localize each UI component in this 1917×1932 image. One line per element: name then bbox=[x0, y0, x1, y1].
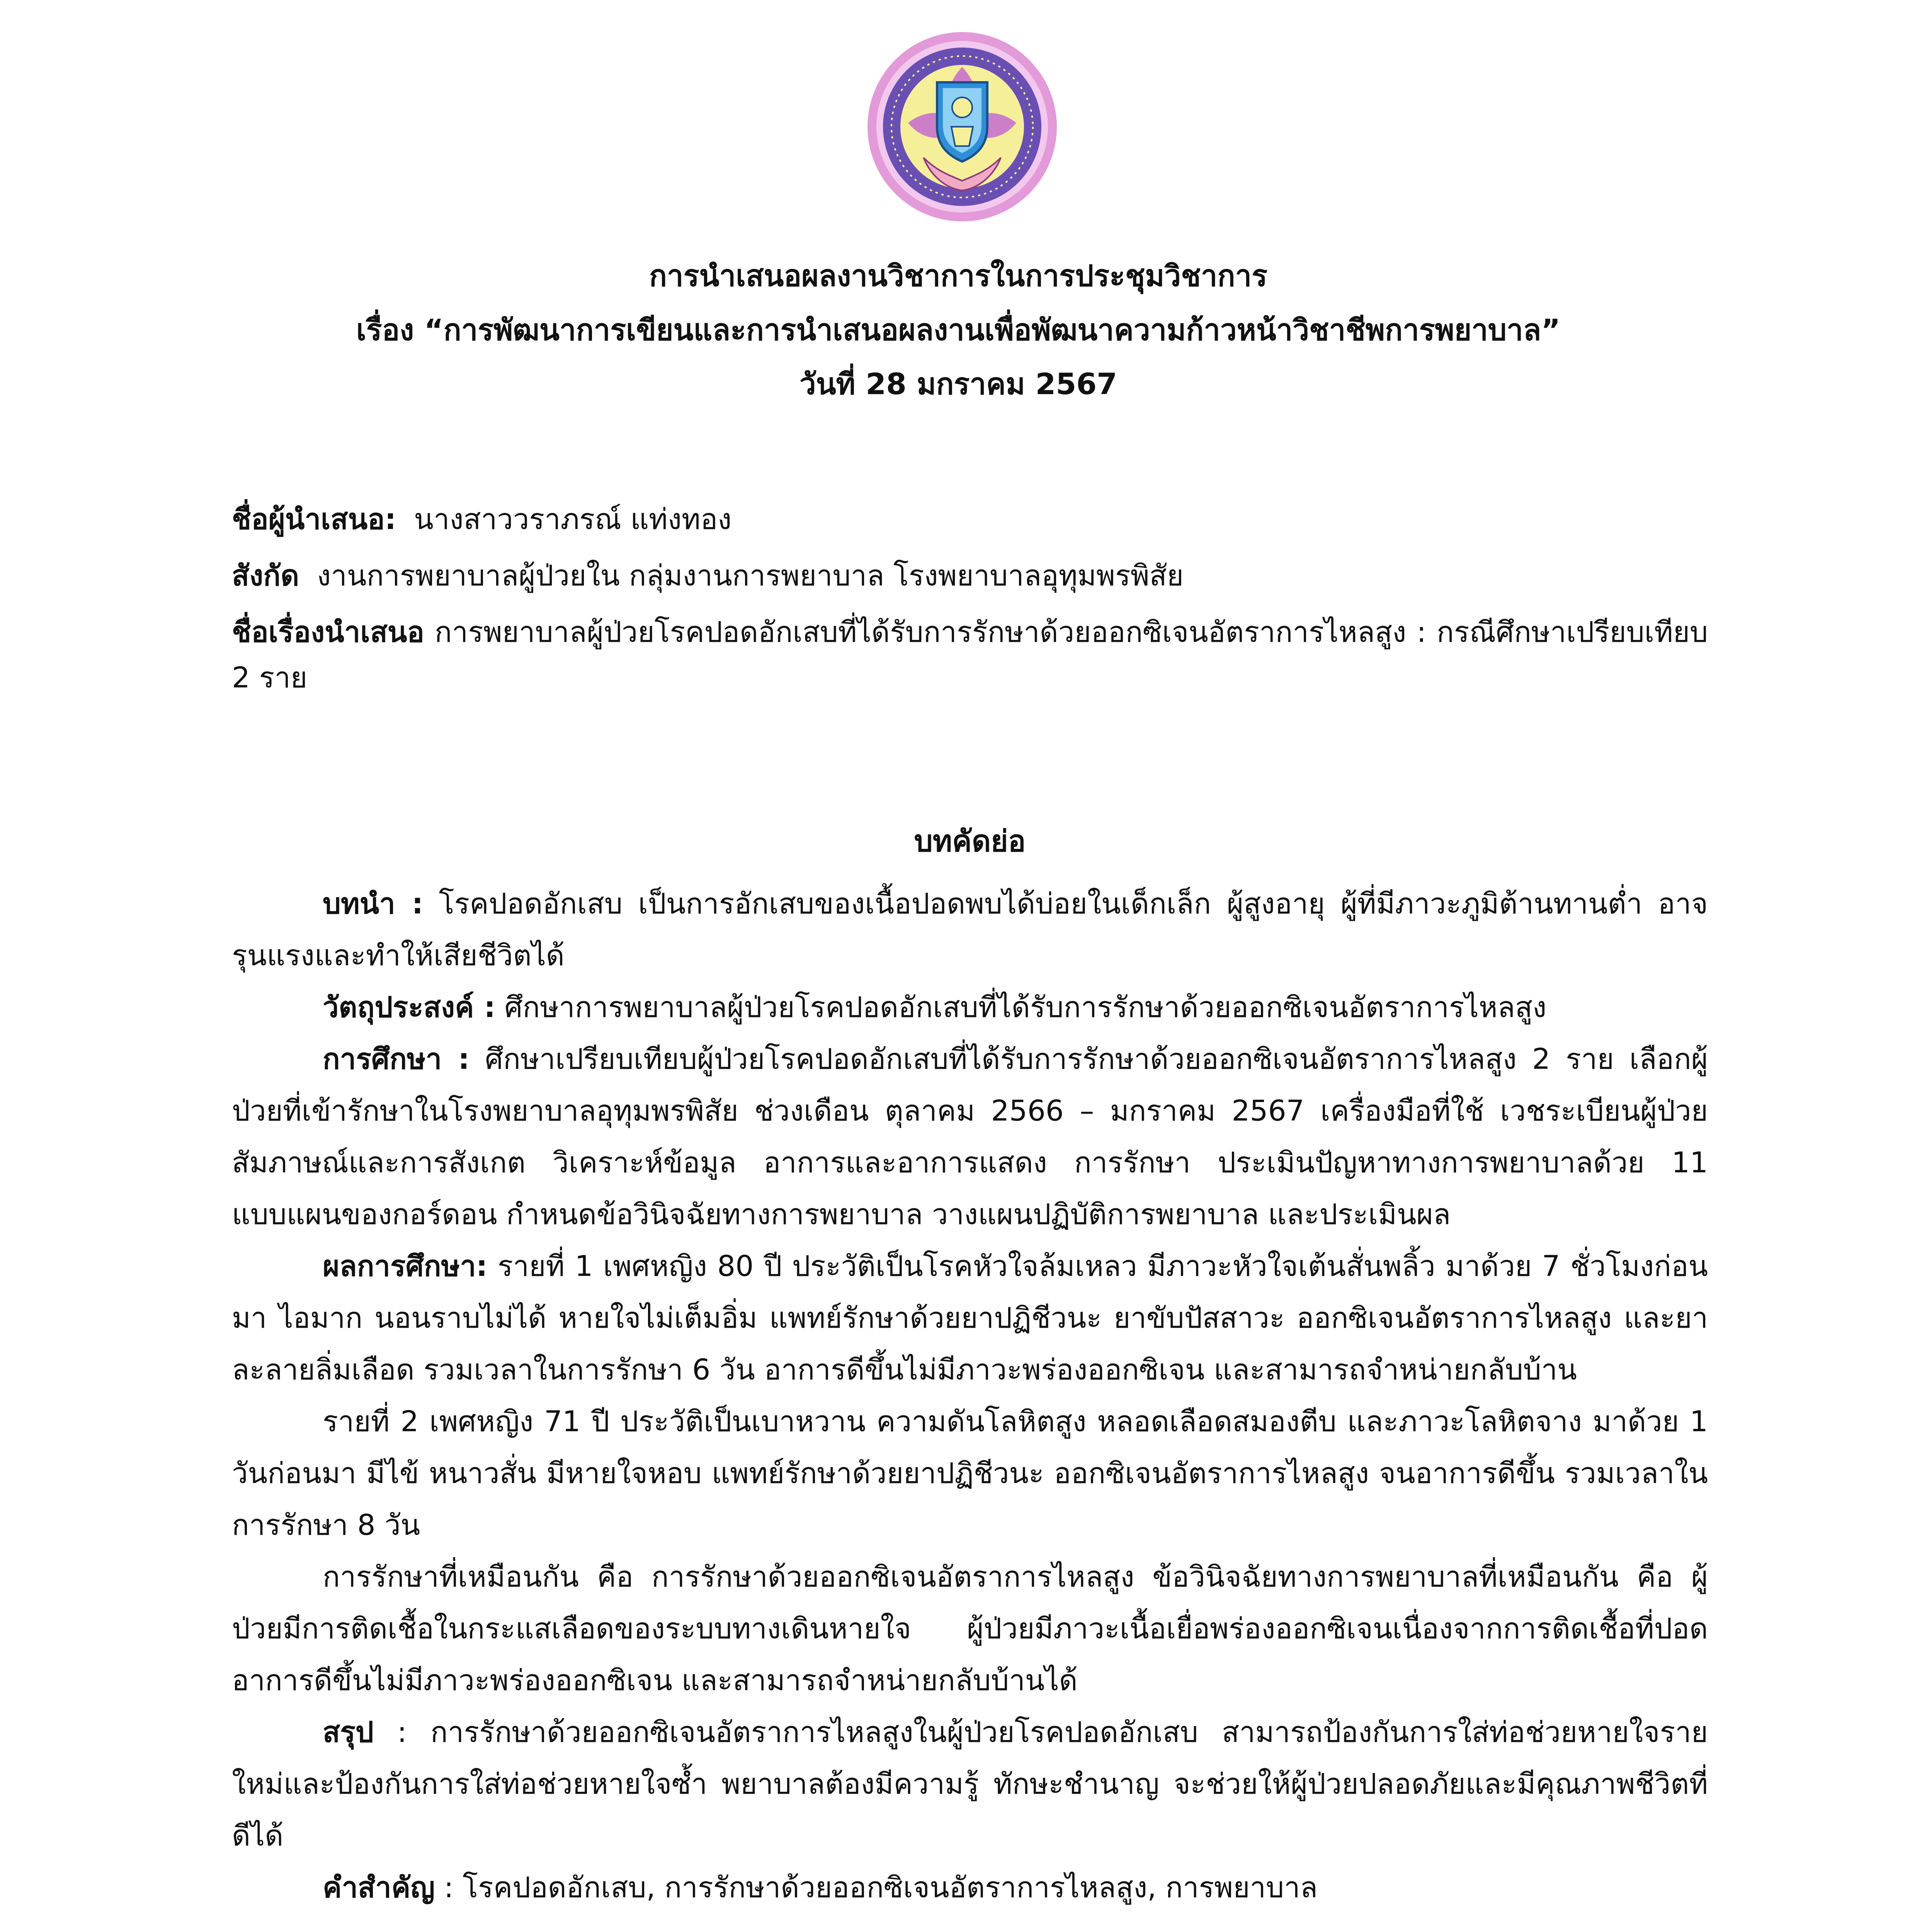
objective-text: ศึกษาการพยาบาลผู้ป่วยโรคปอดอักเสบที่ได้รับการรักษาด้วยออกซิเจนอัตราการไหลสูง bbox=[495, 991, 1547, 1024]
abstract-body bbox=[232, 878, 1708, 1913]
abstract-case2-paragraph: รายที่ 2 เพศหญิง 71 ปี ประวัติเป็นเบาหวาน ความดันโลหิตสูง หลอดเลือดสมองตีบ และภาวะโลหิตจาง มาด้วย 1 วันก่อนมา มีไข้ หนาวสั่น มีหายใจหอบ แพทย์รักษาด้วยยาปฏิชีวนะ ออกซิเจนอัตราการไหลสูง จนอาการดีขึ้น รวมเวลาในการรักษา 8 วัน bbox=[232, 1405, 1708, 1542]
abstract-objective-paragraph bbox=[232, 981, 1708, 1033]
result-label: ผลการศึกษา: bbox=[323, 1250, 488, 1283]
presenter-name-value: นางสาววราภรณ์ แท่งทอง bbox=[414, 503, 732, 536]
presentation-title-row bbox=[232, 609, 1708, 701]
intro-label: บทนำ : bbox=[323, 887, 424, 920]
header-line-date: วันที่ 28 มกราคม 2567 bbox=[799, 367, 1117, 401]
abstract-heading: บทคัดย่อ bbox=[914, 824, 1026, 858]
college-seal-icon bbox=[866, 30, 1059, 223]
abstract-study-paragraph bbox=[232, 1033, 1708, 1240]
study-text: ศึกษาเปรียบเทียบผู้ป่วยโรคปอดอักเสบที่ได้รับการรักษาด้วยออกซิเจนอัตราการไหลสูง 2 ราย เลือกผู้ป่วยที่เข้ารักษาในโรงพยาบาลอุทุมพรพิสัย ช่วงเดือน ตุลาคม 2566 – มกราคม 2567 เครื่องมือที่ใช้ เวชระเบียนผู้ป่วย สัมภาษณ์และการสังเกต วิเคราะห์ข้อมูล อาการและอาการแสดง การรักษา ประเมินปัญหาทางการพยาบาลด้วย 11 แบบแผนของกอร์ดอน กำหนดข้อวินิจฉัยทางการพยาบาล วางแผนปฏิบัติการพยาบาล และประเมินผล bbox=[232, 1043, 1708, 1231]
affiliation-value: งานการพยาบาลผู้ป่วยใน กลุ่มงานการพยาบาล โรงพยาบาลอุทุมพรพิสัย bbox=[317, 559, 1184, 592]
presenter-info bbox=[232, 497, 1708, 711]
keywords-text: : โรคปอดอักเสบ, การรักษาด้วยออกซิเจนอัตราการไหลสูง, การพยาบาล bbox=[435, 1871, 1318, 1904]
study-label: การศึกษา : bbox=[323, 1043, 470, 1076]
abstract-intro-paragraph bbox=[232, 878, 1708, 981]
abstract-result-paragraph bbox=[232, 1240, 1708, 1396]
header-line-conference: การนำเสนอผลงานวิชาการในการประชุมวิชาการ bbox=[649, 259, 1267, 293]
affiliation-row bbox=[232, 553, 1708, 599]
presentation-title-value: การพยาบาลผู้ป่วยโรคปอดอักเสบที่ได้รับการรักษาด้วยออกซิเจนอัตราการไหลสูง : กรณีศึกษาเปรียบเทียบ 2 ราย bbox=[232, 616, 1708, 694]
header-line-topic: เรื่อง “การพัฒนาการเขียนและการนำเสนอผลงานเพื่อพัฒนาความก้าวหน้าวิชาชีพการพยาบาล” bbox=[356, 313, 1561, 347]
presenter-name-row bbox=[232, 497, 1708, 542]
abstract-keywords-paragraph bbox=[232, 1862, 1708, 1913]
presentation-title-label: ชื่อเรื่องนำเสนอ bbox=[232, 616, 424, 649]
intro-text: โรคปอดอักเสบ เป็นการอักเสบของเนื้อปอดพบได้บ่อยในเด็กเล็ก ผู้สูงอายุ ผู้ที่มีภาวะภูมิต้านทานต่ำ อาจรุนแรงและทำให้เสียชีวิตได้ bbox=[232, 887, 1708, 972]
presenter-name-label: ชื่อผู้นำเสนอ: bbox=[232, 503, 396, 536]
summary-label: สรุป bbox=[323, 1716, 374, 1749]
result-text: รายที่ 1 เพศหญิง 80 ปี ประวัติเป็นโรคหัวใจล้มเหลว มีภาวะหัวใจเต้นสั่นพลิ้ว มาด้วย 7 ชั่วโมงก่อนมา ไอมาก นอนราบไม่ได้ หายใจไม่เต็มอิ่ม แพทย์รักษาด้วยยาปฏิชีวนะ ยาขับปัสสาวะ ออกซิเจนอัตราการไหลสูง และยาละลายลิ่มเลือด รวมเวลาในการรักษา 6 วัน อาการดีขึ้นไม่มีภาวะพร่องออกซิเจน และสามารถจำหน่ายกลับบ้าน bbox=[232, 1250, 1708, 1386]
objective-label: วัตถุประสงค์ : bbox=[323, 991, 496, 1024]
keywords-label: คำสำคัญ bbox=[323, 1871, 435, 1904]
college-logo bbox=[866, 30, 1059, 223]
abstract-similar-paragraph: การรักษาที่เหมือนกัน คือ การรักษาด้วยออกซิเจนอัตราการไหลสูง ข้อวินิจฉัยทางการพยาบาลที่เหมือนกัน คือ ผู้ป่วยมีการติดเชื้อในกระแสเลือดของระบบทางเดินหายใจ ผู้ป่วยมีภาวะเนื้อเยื่อพร่องออกซิเจนเนื่องจากการติดเชื้อที่ปอด อาการดีขึ้นไม่มีภาวะพร่องออกซิเจน และสามารถจำหน่ายกลับบ้านได้ bbox=[232, 1560, 1708, 1697]
document-header bbox=[155, 253, 1762, 407]
affiliation-label: สังกัด bbox=[232, 559, 299, 592]
abstract-summary-paragraph bbox=[232, 1706, 1708, 1862]
summary-text: : การรักษาด้วยออกซิเจนอัตราการไหลสูงในผู้ป่วยโรคปอดอักเสบ สามารถป้องกันการใส่ท่อช่วยหายใจรายใหม่และป้องกันการใส่ท่อช่วยหายใจซ้ำ พยาบาลต้องมีความรู้ ทักษะชำนาญ จะช่วยให้ผู้ป่วยปลอดภัยและมีคุณภาพชีวิตที่ดีได้ bbox=[232, 1716, 1708, 1852]
